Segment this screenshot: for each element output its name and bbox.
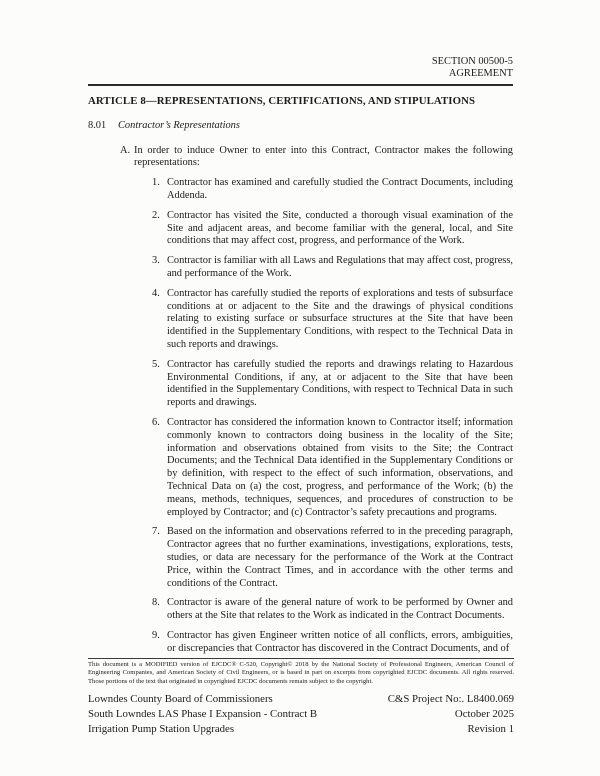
section-heading [88,120,513,133]
list-item [152,359,513,410]
section-label: SECTION 00500-5 [431,56,513,67]
list-item-text: Contractor has carefully studied the reports of explorations and tests of subsurface conditions at or adjacent to the Site and the drawings of physical conditions relating to existing surface or subsurface structures at the Site that have been identified in the Supplementary Conditions, with respect to the Technical Data in such reports and drawings. [167,287,513,350]
list-item-number: 5. [152,358,160,370]
document-type-label: AGREEMENT [448,68,513,79]
list-item-number: 1. [152,177,160,189]
document-date: October 2025 [454,708,514,721]
project-component: Irrigation Pump Station Upgrades [88,723,235,736]
footer-project-right [388,692,514,737]
page-footer [88,658,514,737]
list-item-number: 3. [152,255,160,267]
list-item-number: 6. [152,416,160,428]
project-owner: Lowndes County Board of Commissioners [88,693,273,706]
list-item [152,210,513,248]
list-item-number: 9. [152,629,160,641]
copyright-disclaimer: This document is a MODIFIED version of EJCDC® C-520, Copyright© 2018 by the National Society of Professional Engineers, American Council of Engineering Companies, and American Society of Civil Engineers, or is based in part on excerpts from copyrighted EJCDC documents. All rights reserved. Those portions of the text that originated in copyrighted EJCDC documents remain subject to the copyright. [88,661,514,685]
lettered-item-a [120,145,513,171]
document-content [88,56,513,654]
page-header [88,56,513,80]
list-item [152,417,513,519]
article-title: ARTICLE 8—REPRESENTATIONS, CERTIFICATIONS, AND STIPULATIONS [88,95,476,107]
list-item-number: 7. [152,526,160,538]
footer-project-block [88,692,514,737]
list-item-number: 8. [152,597,160,609]
list-item-text: Contractor has carefully studied the reports and drawings relating to Hazardous Environmental Conditions, if any, at or adjacent to the Site that have been identified in the Supplementary Conditions, with respect to Technical Data in such reports and drawings. [167,358,513,409]
section-number: 8.01 [88,119,107,131]
header-rule [88,84,513,86]
list-item-text: Contractor is aware of the general nature of work to be performed by Owner and others at the Site that relates to the Work as indicated in the Contract Documents. [167,597,513,622]
list-item [152,177,513,203]
list-item [152,526,513,590]
project-name: South Lowndes LAS Phase I Expansion - Contract B [88,708,318,721]
list-item [152,255,513,281]
list-item-number: 2. [152,209,160,221]
footer-project-left [88,692,317,737]
list-item-text: Contractor is familiar with all Laws and Regulations that may affect cost, progress, and performance of the Work. [167,255,513,279]
list-item-text: Contractor has examined and carefully studied the Contract Documents, including Addenda. [167,177,513,201]
list-item-text: Contractor has visited the Site, conducted a thorough visual examination of the Site and adjacent areas, and become familiar with the general, local, and Site conditions that may affect cost, progress, and performance of the Work. [167,209,513,247]
project-number: C&S Project No:. L8400.069 [387,693,514,706]
list-item [152,597,513,623]
revision-label: Revision 1 [467,723,514,736]
section-title: Contractor’s Representations [118,119,240,131]
list-item-text: Based on the information and observations referred to in the preceding paragraph, Contractor agrees that no further examinations, investigations, explorations, tests, studies, or data are necessary for the performance of the Work at the Contract Price, within the Contract Times, and in accordance with the other terms and conditions of the Contract. [167,526,513,589]
list-item-text: Contractor has given Engineer written notice of all conflicts, errors, ambiguities, or discrepancies that Contractor has discovered in the Contract Documents, and of [167,629,513,654]
list-item-number: 4. [152,287,160,299]
representations-list [88,177,513,654]
lettered-item-a-label: A. [120,144,131,156]
list-item [152,630,513,654]
list-item [152,288,513,352]
list-item-text: Contractor has considered the information known to Contractor itself; information commonly known to contractors doing business in the locality of the Site; information and observations obtained from visits to the Site; the Contract Documents; and the Technical Data identified in the Supplementary Conditions or by definition, with respect to the effect of such information, observations, and Technical Data on (a) the cost, progress, and performance of the Work; (b) the means, methods, techniques, sequences, and procedures of construction to be employed by Contractor; and (c) Contractor’s safety precautions and programs. [167,416,513,518]
footer-rule [88,658,514,659]
lettered-item-a-text: In order to induce Owner to enter into this Contract, Contractor makes the following representations: [134,144,513,169]
